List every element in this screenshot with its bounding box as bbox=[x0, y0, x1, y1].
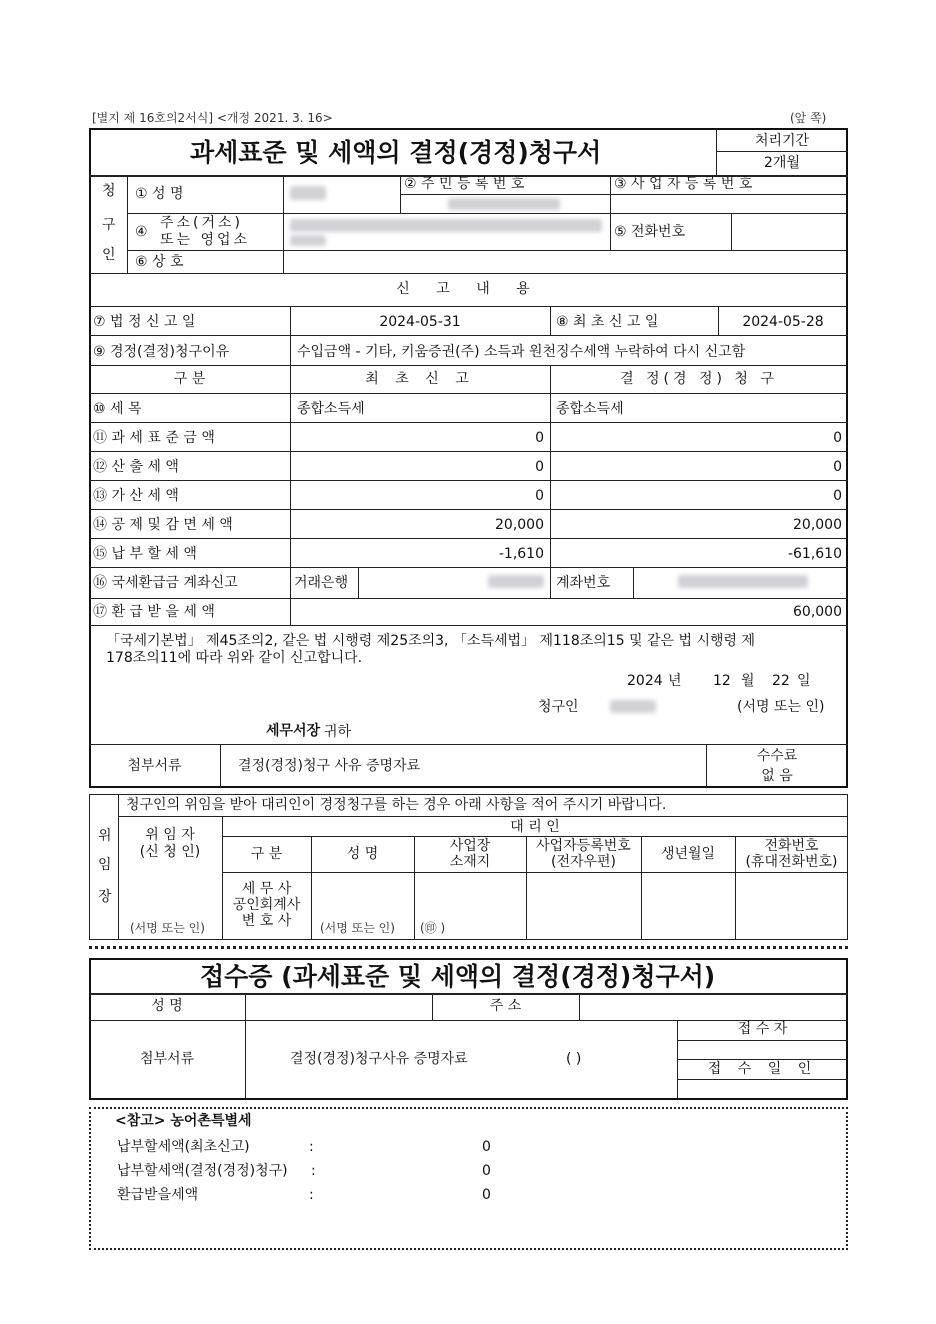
ref-row-claim-label: 납부할세액(결정(경정)청구) bbox=[117, 1163, 288, 1179]
address-number: ④ bbox=[135, 224, 148, 240]
receipt-attachments-value: 결정(경정)청구사유 증명자료 bbox=[290, 1051, 468, 1067]
row-deduction-claim: 20,000 bbox=[793, 517, 842, 533]
reason-value: 수입금액 - 기타, 키움증권(주) 소득과 원천징수세액 누락하여 다시 신고함 bbox=[297, 344, 746, 360]
col-division: 구 분 bbox=[173, 371, 206, 387]
col-agent-address: 사업장 소재지 bbox=[449, 838, 491, 870]
claimant-label-1: 청 bbox=[102, 183, 116, 199]
row-tax-item-first: 종합소득세 bbox=[297, 401, 365, 417]
row-deduction-first: 20,000 bbox=[495, 517, 544, 533]
date-month: 12 bbox=[713, 673, 731, 689]
delegation-label-1: 위 bbox=[98, 828, 112, 844]
ref-row-first-label: 납부할세액(최초신고) bbox=[117, 1139, 250, 1155]
date-year-unit: 년 bbox=[668, 673, 682, 689]
agent-label: 대 리 인 bbox=[510, 819, 560, 835]
col-agent-type: 구 분 bbox=[250, 846, 283, 862]
date-day-unit: 일 bbox=[797, 673, 811, 689]
delegator-label-2: (신 청 인) bbox=[139, 844, 201, 860]
ref-row-refund-label: 환급받을세액 bbox=[117, 1187, 199, 1203]
col-agent-brn: 사업자등록번호 (전자우편) bbox=[536, 838, 631, 870]
col-claim: 결 정(경 정) 청 구 bbox=[620, 371, 778, 387]
receiver-label: 접 수 자 bbox=[737, 1021, 788, 1037]
row-tax-base-first: 0 bbox=[535, 430, 544, 446]
redacted-address-2 bbox=[290, 235, 326, 246]
recipient-honorific: 귀하 bbox=[324, 724, 352, 740]
form-title: 과세표준 및 세액의 결정(경정)청구서 bbox=[190, 138, 602, 167]
col-agent-birth: 생년월일 bbox=[660, 846, 716, 862]
date-month-unit: 월 bbox=[741, 673, 755, 689]
form-number: [별지 제 16호의2서식] <개정 2021. 3. 16> bbox=[92, 111, 333, 125]
receipt-title: 접수증 (과세표준 및 세액의 결정(경정)청구서) bbox=[200, 962, 716, 991]
row-penalty-tax-label: ⑬ 가 산 세 액 bbox=[93, 488, 179, 504]
first-date-label: ⑧ 최 초 신 고 일 bbox=[556, 314, 659, 330]
ref-row-claim-colon: : bbox=[311, 1163, 316, 1179]
bank-label: 거래은행 bbox=[294, 575, 349, 591]
brn-label: ③ 사 업 자 등 록 번 호 bbox=[614, 176, 753, 192]
row-computed-tax-label: ⑫ 산 출 세 액 bbox=[93, 459, 179, 475]
delegator-label-1: 위 임 자 bbox=[145, 827, 195, 843]
row-computed-tax-claim: 0 bbox=[833, 459, 842, 475]
phone-label: ⑤ 전화번호 bbox=[614, 224, 686, 240]
legal-date-value: 2024-05-31 bbox=[379, 314, 461, 330]
receipt-name-label: 성 명 bbox=[151, 998, 183, 1014]
processing-period-label: 처리기간 bbox=[754, 133, 810, 149]
agent-type-tax-accountant: 세 무 사 bbox=[241, 881, 292, 897]
row-penalty-tax-claim: 0 bbox=[833, 488, 842, 504]
delegator-sign: (서명 또는 인) bbox=[130, 921, 205, 935]
agent-type-cpa: 공인회계사 bbox=[232, 897, 301, 913]
row-tax-base-label: ⑪ 과 세 표 준 금 액 bbox=[93, 430, 215, 446]
address-label-1: 주소(거소) bbox=[160, 215, 244, 231]
redacted-name bbox=[290, 186, 326, 200]
refund-amount-value: 60,000 bbox=[793, 604, 842, 620]
attachments-label: 첨부서류 bbox=[127, 758, 182, 774]
refund-amount-label: ⑰ 환 급 받 을 세 액 bbox=[93, 604, 215, 620]
col-first-report: 최 초 신 고 bbox=[365, 371, 475, 387]
redacted-claimant bbox=[610, 700, 656, 713]
agent-sign: (서명 또는 인) bbox=[320, 921, 395, 935]
recipient: 세무서장 bbox=[266, 723, 321, 739]
refund-account-label: ⑯ 국세환급금 계좌신고 bbox=[93, 575, 238, 591]
cut-line bbox=[89, 946, 848, 949]
row-tax-item-label: ⑩ 세 목 bbox=[93, 401, 142, 417]
col-agent-phone: 전화번호 (휴대전화번호) bbox=[745, 838, 838, 870]
claimant-label-2: 구 bbox=[102, 217, 116, 233]
receipt-attachments-label: 첨부서류 bbox=[139, 1051, 195, 1067]
processing-period-value: 2개월 bbox=[764, 155, 800, 171]
report-section-title: 신 고 내 용 bbox=[396, 281, 541, 297]
receipt-paren: ( ) bbox=[566, 1051, 582, 1067]
agent-seal: (㊞ ) bbox=[420, 921, 446, 935]
receipt-address-label: 주 소 bbox=[489, 998, 522, 1014]
delegation-label-3: 장 bbox=[98, 889, 112, 905]
address-label-2: 또는 영업소 bbox=[160, 232, 251, 248]
ref-row-first-value: 0 bbox=[482, 1139, 491, 1155]
ref-row-refund-value: 0 bbox=[482, 1187, 491, 1203]
ref-row-refund-colon: : bbox=[309, 1187, 314, 1203]
name-label: ① 성 명 bbox=[135, 186, 184, 202]
date-day: 22 bbox=[772, 673, 790, 689]
delegation-label-2: 임 bbox=[98, 857, 112, 873]
delegation-notice: 청구인의 위임을 받아 대리인이 경정청구를 하는 경우 아래 사항을 적어 주시기 바랍니다. bbox=[126, 797, 667, 813]
account-label: 계좌번호 bbox=[556, 575, 611, 591]
redacted-rrn bbox=[448, 198, 560, 210]
col-agent-name: 성 명 bbox=[346, 846, 379, 862]
redacted-address-1 bbox=[290, 219, 602, 232]
row-deduction-label: ⑭ 공 제 및 감 면 세 액 bbox=[93, 517, 233, 533]
redacted-account bbox=[678, 575, 808, 588]
claimant-label-3: 인 bbox=[102, 247, 116, 263]
date-year: 2024 bbox=[627, 673, 663, 689]
legal-date-label: ⑦ 법 정 신 고 일 bbox=[93, 314, 196, 330]
ref-row-claim-value: 0 bbox=[482, 1163, 491, 1179]
row-computed-tax-first: 0 bbox=[535, 459, 544, 475]
first-date-value: 2024-05-28 bbox=[742, 314, 824, 330]
row-payable-label: ⑮ 납 부 할 세 액 bbox=[93, 546, 197, 562]
agent-type-lawyer: 변 호 사 bbox=[241, 913, 292, 929]
declaration-line-1: 「국세기본법」 제45조의2, 같은 법 시행령 제25조의3, 「소득세법」 제118조의15 및 같은 법 시행령 제 bbox=[106, 633, 756, 649]
declaration-line-2: 178조의11에 따라 위와 같이 신고합니다. bbox=[106, 650, 363, 666]
rrn-label: ② 주 민 등 록 번 호 bbox=[404, 176, 525, 192]
claimant-sign-note: (서명 또는 인) bbox=[737, 699, 825, 715]
row-payable-claim: -61,610 bbox=[787, 546, 842, 562]
reason-label: ⑨ 경정(결정)청구이유 bbox=[93, 344, 230, 360]
row-payable-first: -1,610 bbox=[498, 546, 544, 562]
row-penalty-tax-first: 0 bbox=[535, 488, 544, 504]
trade-name-label: ⑥ 상 호 bbox=[135, 254, 184, 270]
row-tax-item-claim: 종합소득세 bbox=[556, 401, 624, 417]
page-side: (앞 쪽) bbox=[790, 111, 827, 125]
reference-title: <참고> 농어촌특별세 bbox=[115, 1113, 252, 1129]
row-tax-base-claim: 0 bbox=[833, 430, 842, 446]
redacted-bank bbox=[488, 575, 544, 588]
fee-label: 수수료 bbox=[756, 748, 798, 764]
ref-row-first-colon: : bbox=[309, 1139, 314, 1155]
attachments-value: 결정(경정)청구 사유 증명자료 bbox=[238, 758, 421, 774]
receipt-date-label: 접 수 일 인 bbox=[707, 1061, 818, 1077]
fee-value: 없 음 bbox=[761, 768, 793, 784]
claimant-sign-label: 청구인 bbox=[538, 699, 579, 715]
